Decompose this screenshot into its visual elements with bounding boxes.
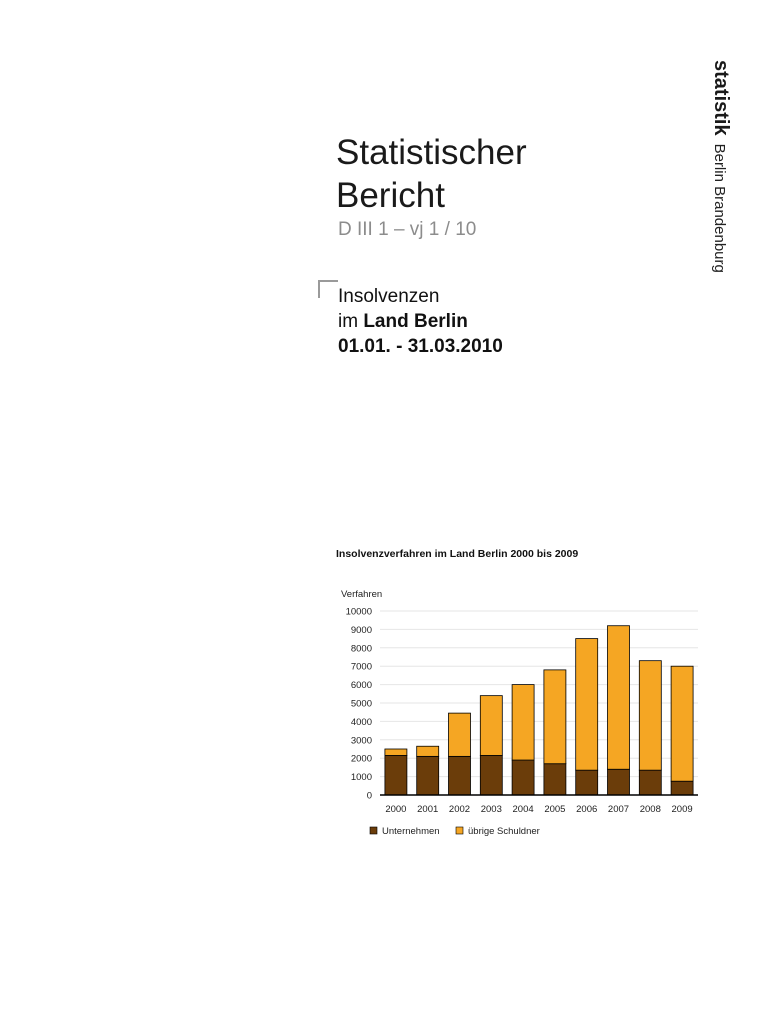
- legend-label: Unternehmen: [382, 826, 440, 837]
- y-tick-label: 0: [366, 790, 372, 802]
- bar-unternehmen: [449, 756, 471, 795]
- x-tick-label: 2009: [671, 804, 693, 815]
- bar-unternehmen: [480, 755, 502, 795]
- bar-uebrige-schuldner: [417, 746, 439, 756]
- bar-unternehmen: [417, 756, 439, 795]
- y-tick-label: 2000: [350, 753, 372, 765]
- bar-uebrige-schuldner: [449, 713, 471, 756]
- y-tick-label: 10000: [345, 606, 372, 618]
- x-tick-label: 2000: [385, 804, 407, 815]
- bar-uebrige-schuldner: [608, 626, 630, 770]
- report-title: [336, 131, 527, 217]
- corner-mark: [318, 280, 338, 298]
- bar-unternehmen: [639, 770, 661, 795]
- y-tick-label: 1000: [350, 772, 372, 784]
- x-tick-label: 2008: [639, 804, 661, 815]
- y-tick-label: 7000: [350, 661, 372, 673]
- subject-line2: [338, 309, 503, 334]
- bar-uebrige-schuldner: [480, 696, 502, 756]
- report-title-line2: Bericht: [336, 176, 445, 215]
- subject-region: Land Berlin: [363, 311, 468, 332]
- y-tick-label: 6000: [350, 680, 372, 692]
- y-tick-label: 4000: [350, 716, 372, 728]
- bar-uebrige-schuldner: [544, 670, 566, 764]
- x-tick-label: 2004: [512, 804, 534, 815]
- report-subject: [338, 284, 503, 359]
- bar-unternehmen: [671, 781, 693, 795]
- bar-uebrige-schuldner: [576, 639, 598, 771]
- y-tick-label: 3000: [350, 735, 372, 747]
- brand-logo: [700, 60, 736, 300]
- bar-uebrige-schuldner: [639, 661, 661, 770]
- legend-swatch: [370, 827, 377, 834]
- report-code: D III 1 – vj 1 / 10: [338, 219, 477, 240]
- chart-title: Insolvenzverfahren im Land Berlin 2000 bis 2009: [336, 548, 579, 560]
- brand-name: statistik: [710, 60, 732, 136]
- y-tick-label: 9000: [350, 624, 372, 636]
- x-tick-label: 2007: [607, 804, 630, 815]
- bar-unternehmen: [576, 770, 598, 795]
- bar-unternehmen: [512, 760, 534, 795]
- y-tick-label: 5000: [350, 698, 372, 710]
- x-tick-label: 2002: [448, 804, 471, 815]
- x-tick-label: 2005: [544, 804, 566, 815]
- insolvency-chart: [330, 540, 730, 860]
- legend-swatch: [456, 827, 463, 834]
- y-tick-label: 8000: [350, 643, 372, 655]
- bar-uebrige-schuldner: [512, 685, 534, 760]
- x-tick-label: 2006: [576, 804, 598, 815]
- bar-unternehmen: [544, 764, 566, 795]
- x-tick-label: 2003: [480, 804, 502, 815]
- brand-region: Berlin Brandenburg: [711, 143, 728, 273]
- x-tick-label: 2001: [417, 804, 439, 815]
- subject-period: 01.01. - 31.03.2010: [338, 336, 503, 357]
- bar-uebrige-schuldner: [385, 749, 407, 755]
- subject-line1: Insolvenzen: [338, 286, 440, 307]
- legend-label: übrige Schuldner: [468, 826, 540, 837]
- bar-unternehmen: [385, 755, 407, 795]
- subject-prefix: im: [338, 311, 364, 332]
- bar-unternehmen: [608, 769, 630, 795]
- bar-uebrige-schuldner: [671, 666, 693, 781]
- chart-ylabel: Verfahren: [341, 589, 383, 600]
- report-title-line1: Statistischer: [336, 133, 527, 172]
